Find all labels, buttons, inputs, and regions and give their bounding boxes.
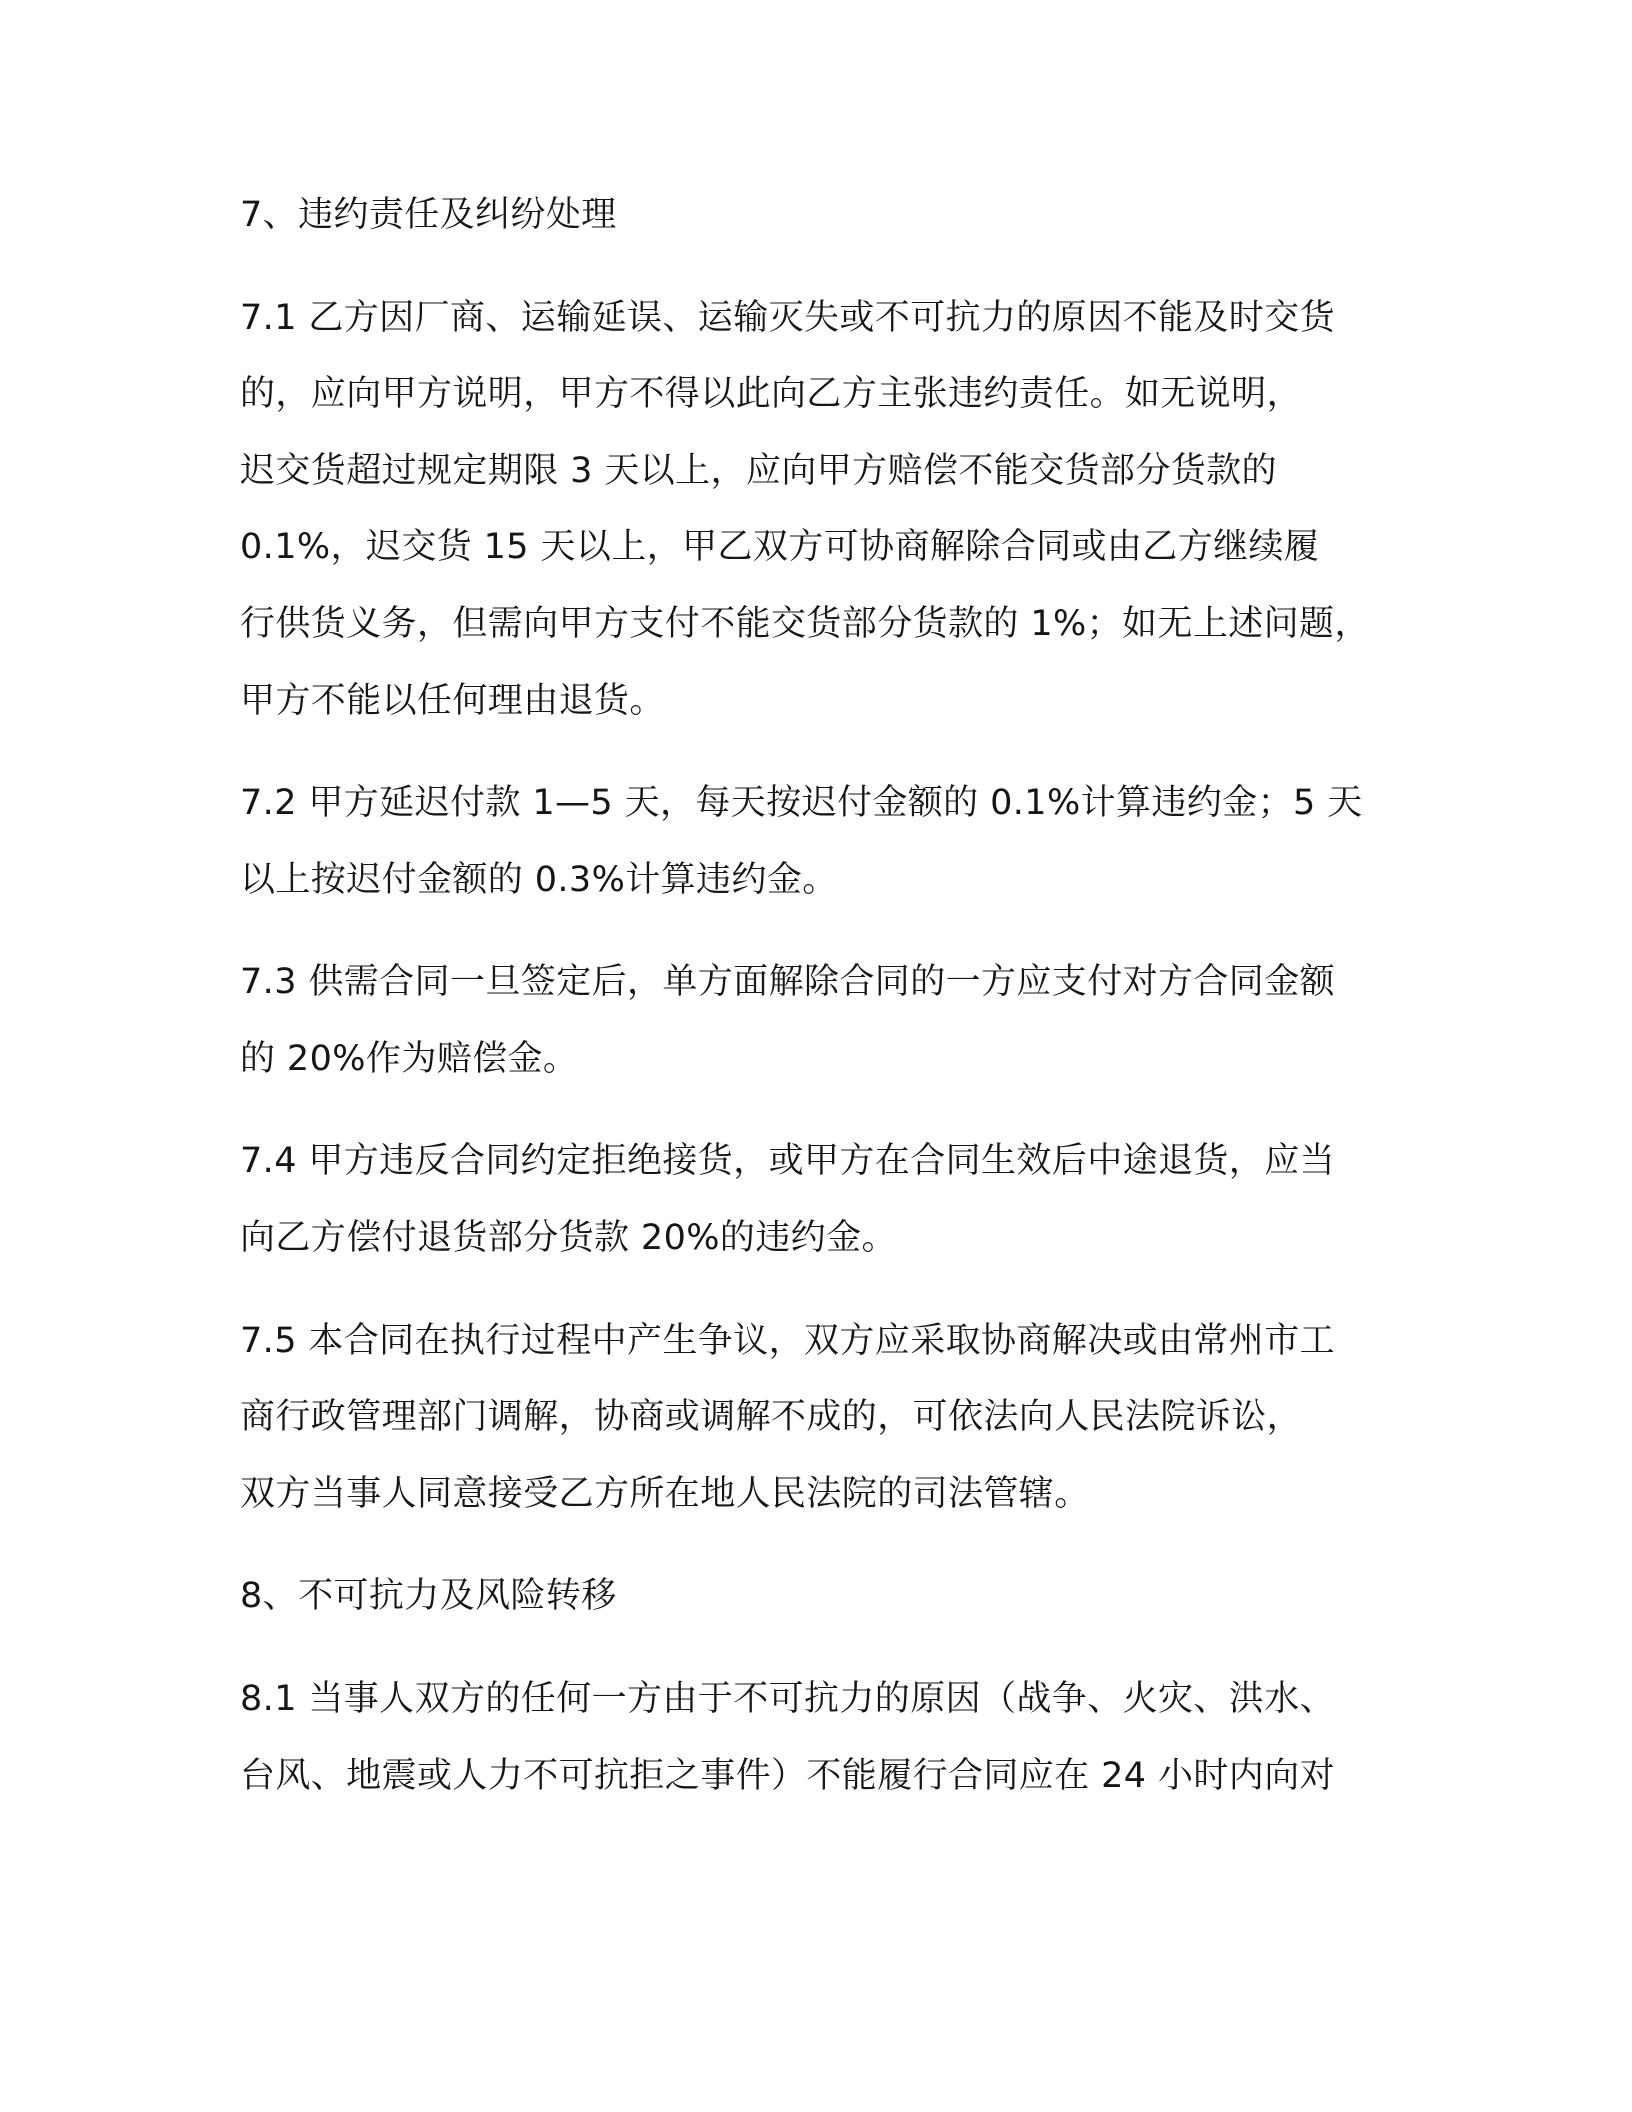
clause-8-1-line-2: 台风、地震或人力不可抗拒之事件）不能履行合同应在 24 小时内向对 (240, 1756, 1335, 1796)
clause-7-4-line-1: 7.4 甲方违反合同约定拒绝接货，或甲方在合同生效后中途退货，应当 (240, 1141, 1335, 1181)
clause-7-2-line-2: 以上按迟付金额的 0.3%计算违约金。 (240, 860, 838, 900)
clause-7-3-line-2: 的 20%作为赔偿金。 (240, 1039, 579, 1079)
clause-7-5-line-2: 商行政管理部门调解，协商或调解不成的，可依法向人民法院诉讼， (240, 1397, 1303, 1437)
clause-7-1-line-1: 7.1 乙方因厂商、运输延误、运输灭失或不可抗力的原因不能及时交货 (240, 298, 1335, 338)
section-8-heading: 8、不可抗力及风险转移 (240, 1576, 617, 1616)
clause-7-4-line-2: 向乙方偿付退货部分货款 20%的违约金。 (240, 1218, 897, 1258)
clause-7-2-line-1: 7.2 甲方延迟付款 1—5 天，每天按迟付金额的 0.1%计算违约金；5 天 (240, 783, 1363, 823)
clause-8-1-line-1: 8.1 当事人双方的任何一方由于不可抗力的原因（战争、火灾、洪水、 (240, 1679, 1335, 1719)
section-7-heading: 7、违约责任及纠纷处理 (240, 195, 617, 235)
clause-7-1-line-4: 0.1%，迟交货 15 天以上，甲乙双方可协商解除合同或由乙方继续履 (240, 527, 1320, 567)
clause-7-1-line-6: 甲方不能以任何理由退货。 (240, 681, 665, 721)
clause-7-1-line-5: 行供货义务，但需向甲方支付不能交货部分货款的 1%；如无上述问题， (240, 604, 1370, 644)
clause-7-5-line-1: 7.5 本合同在执行过程中产生争议，双方应采取协商解决或由常州市工 (240, 1321, 1335, 1361)
clause-7-1-line-2: 的，应向甲方说明，甲方不得以此向乙方主张违约责任。如无说明， (240, 374, 1303, 414)
clause-7-1-line-3: 迟交货超过规定期限 3 天以上，应向甲方赔偿不能交货部分货款的 (240, 451, 1277, 491)
clause-7-3-line-1: 7.3 供需合同一旦签定后，单方面解除合同的一方应支付对方合同金额 (240, 962, 1335, 1002)
clause-7-5-line-3: 双方当事人同意接受乙方所在地人民法院的司法管辖。 (240, 1474, 1090, 1514)
